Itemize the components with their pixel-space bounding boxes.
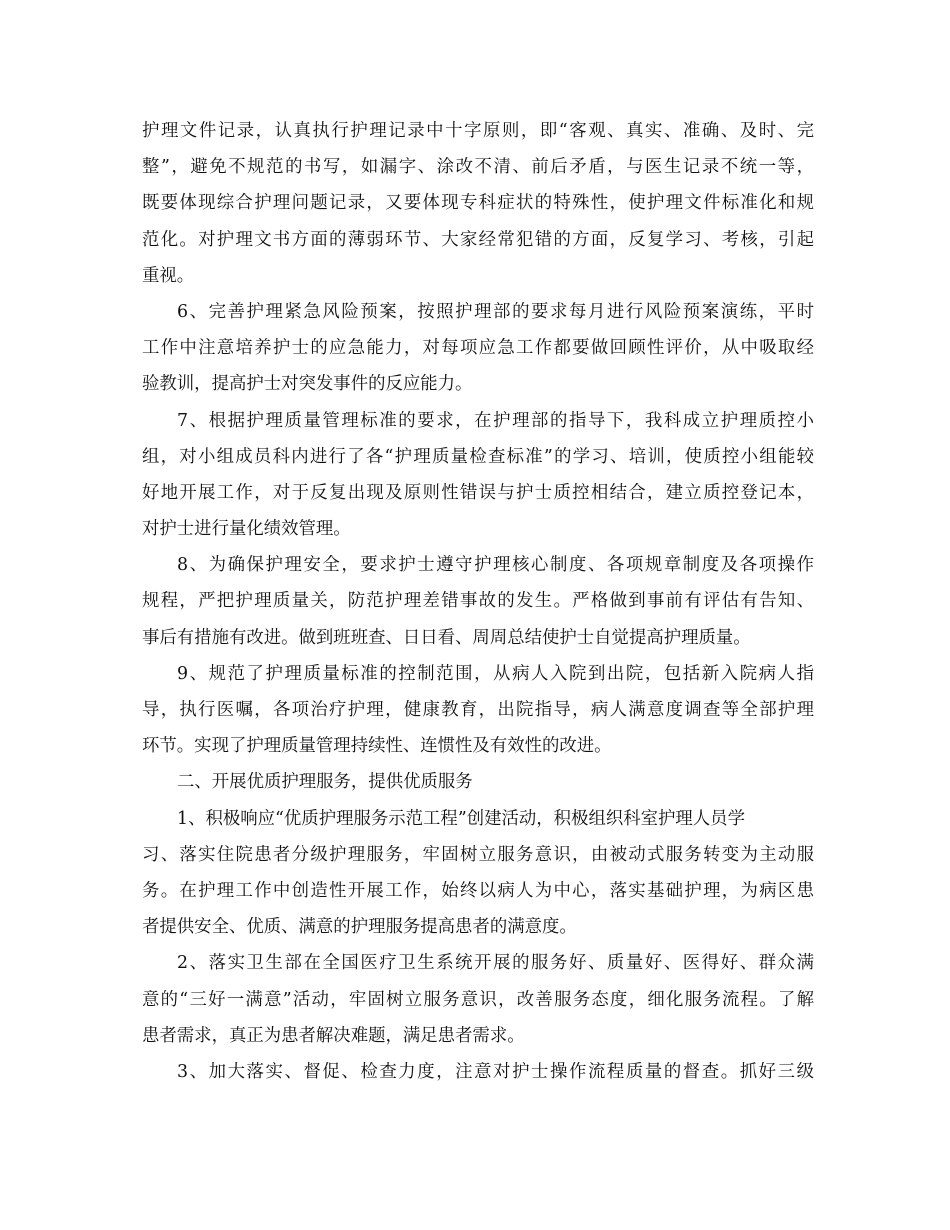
paragraph-service-item-3 — [142, 1054, 814, 1090]
text-line: 8、为确保护理安全，要求护士遵守护理核心制度、各项规章制度及各项操作 — [177, 555, 814, 576]
text-line: 3、加大落实、督促、检查力度，注意对护士操作流程质量的督查。抓好三级 — [177, 1061, 814, 1082]
text-line: 9、规范了护理质量标准的控制范围，从病人入院到出院，包括新入院病人指 — [177, 663, 814, 684]
text-line: 组，对小组成员科内进行了各“护理质量检查标准”的学习、培训，使质控小组能较 — [142, 446, 814, 467]
text-line: 好地开展工作，对于反复出现及原则性错误与护士质控相结合，建立质控登记本， — [142, 482, 814, 503]
text-line: 务。在护理工作中创造性开展工作，始终以病人为中心，落实基础护理，为病区患 — [142, 880, 814, 901]
paragraph-service-item-2 — [142, 945, 814, 1054]
section-heading-quality-service — [142, 764, 814, 800]
paragraph-item-6 — [142, 294, 814, 403]
text-line: 规程，严把护理质量关，防范护理差错事故的发生。严格做到事前有评估有告知、 — [142, 591, 814, 612]
text-line: 二、开展优质护理服务，提供优质服务 — [177, 772, 473, 793]
text-line: 事后有措施有改进。做到班班查、日日看、周周总结使护士自觉提高护理质量。 — [142, 627, 751, 648]
text-line: 范化。对护理文书方面的薄弱环节、大家经常犯错的方面，反复学习、考核，引起 — [142, 229, 814, 250]
paragraph-item-7 — [142, 403, 814, 548]
paragraph-item-9 — [142, 656, 814, 765]
text-line: 6、完善护理紧急风险预案，按照护理部的要求每月进行风险预案演练，平时 — [177, 301, 814, 322]
text-line: 导，执行医嘱，各项治疗护理，健康教育，出院指导，病人满意度调查等全部护理 — [142, 700, 814, 720]
text-line: 对护士进行量化绩效管理。 — [142, 519, 351, 540]
text-line: 工作中注意培养护士的应急能力，对每项应急工作都要做回顾性评价，从中吸取经 — [142, 338, 814, 359]
document-body — [142, 113, 814, 1090]
text-line: 验教训，提高护士对突发事件的反应能力。 — [142, 374, 473, 395]
text-line: 习、落实住院患者分级护理服务，牢固树立服务意识，由被动式服务转变为主动服 — [142, 844, 814, 865]
text-line: 意的“三好一满意”活动，牢固树立服务意识，改善服务态度，细化服务流程。了解 — [142, 989, 814, 1010]
text-line: 患者需求，真正为患者解决难题，满足患者需求。 — [142, 1025, 525, 1046]
text-line: 2、落实卫生部在全国医疗卫生系统开展的服务好、质量好、医得好、群众满 — [177, 953, 814, 974]
paragraph-item-8 — [142, 547, 814, 656]
paragraph-service-item-1 — [142, 801, 814, 946]
text-line: 整”，避免不规范的书写，如漏字、涂改不清、前后矛盾，与医生记录不统一等， — [142, 157, 814, 178]
text-line: 护理文件记录，认真执行护理记录中十字原则，即“客观、真实、准确、及时、完 — [142, 121, 814, 141]
text-line: 1、积极响应“优质护理服务示范工程”创建活动，积极组织科室护理人员学 — [177, 808, 745, 829]
text-line: 7、根据护理质量管理标准的要求，在护理部的指导下，我科成立护理质控小 — [177, 410, 814, 431]
text-line: 者提供安全、优质、满意的护理服务提高患者的满意度。 — [142, 917, 577, 938]
paragraph-nursing-records — [142, 113, 814, 294]
text-line: 既要体现综合护理问题记录，又要体现专科症状的特殊性，使护理文件标准化和规 — [142, 193, 814, 214]
text-line: 重视。 — [142, 265, 195, 286]
text-line: 环节。实现了护理质量管理持续性、连惯性及有效性的改进。 — [142, 736, 612, 757]
